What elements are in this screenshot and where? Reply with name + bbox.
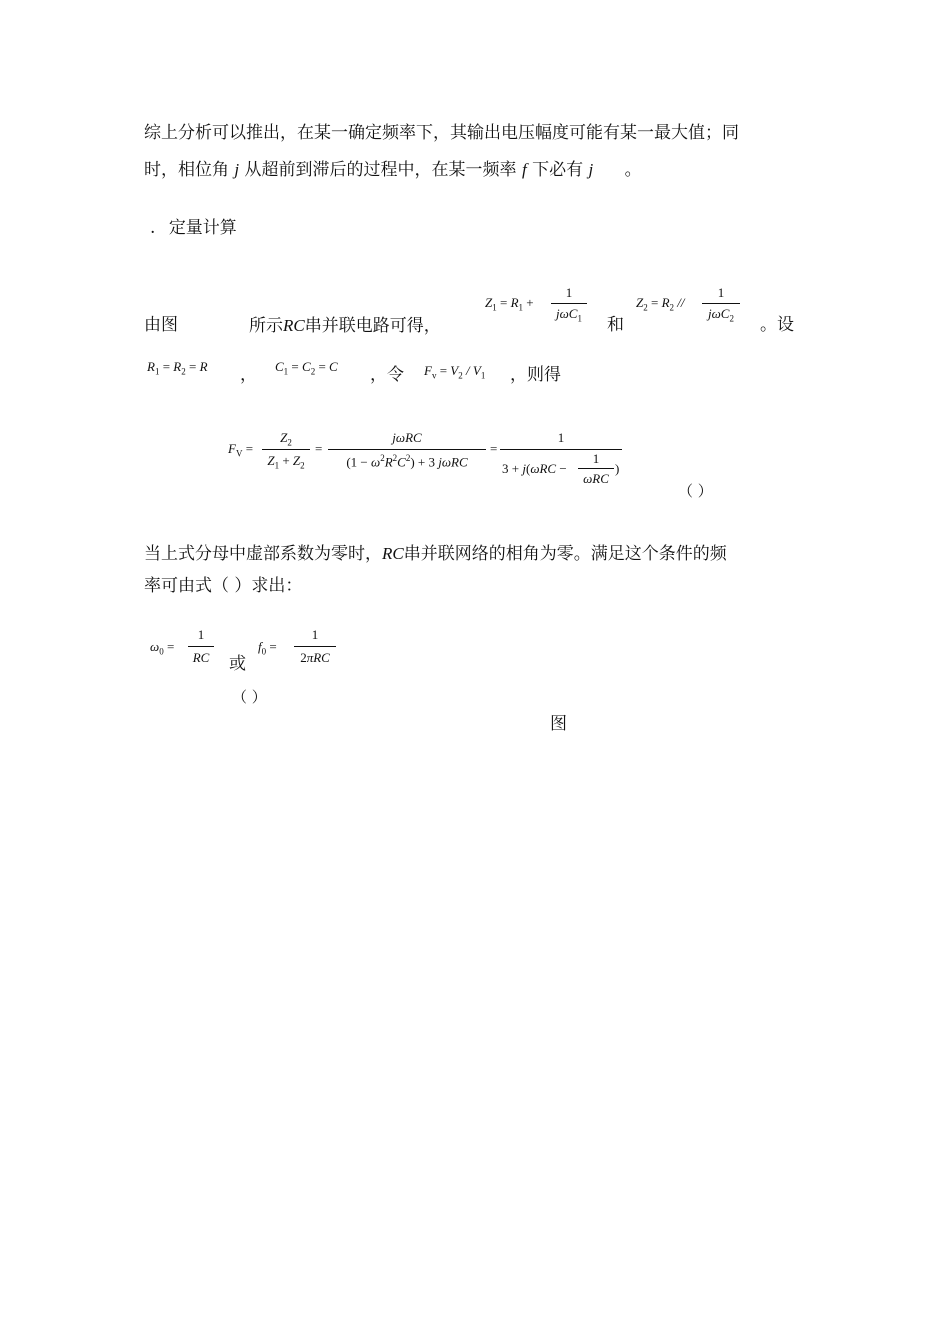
comma: ， (240, 365, 257, 385)
paragraph-line (144, 545, 727, 563)
text-segment: 下必有 (532, 160, 584, 180)
rc-label: RC (283, 316, 305, 335)
paragraph-text: 由图 (144, 315, 178, 335)
conjunction-or: 或 (229, 654, 246, 674)
formula-omega0: $\omega_0$ = 1 RC (150, 626, 220, 670)
text-segment: 串并联网络的相角为零。满足这个条件的频 (403, 544, 727, 564)
text-segment: 串并联电路可得， (304, 316, 441, 336)
figure-label: 图 (550, 714, 567, 734)
variable-phase: j (588, 160, 594, 179)
formula-fv-main: $F_V$ = $Z_2$ $Z_1 + Z_2$ = jωRC $(1 - \omega^2R^2C^2) + 3$ jωRC = 1 3 + j(ωRC − 1 ωRC ) (228, 428, 628, 492)
equation-number: （ ） (678, 482, 713, 500)
rc-label: RC (382, 544, 404, 563)
paragraph-text: ，则得 (510, 365, 561, 385)
formula-z1: $Z_1 = R_1$ + 1 jωC$_1$ (485, 286, 595, 332)
section-number: . (150, 218, 156, 238)
variable-phase: j (234, 160, 240, 179)
text-segment: 从超前到滞后的过程中，在某一频率 (244, 160, 517, 180)
formula-fv-def: $F_v = V_2 / V_1$ (424, 363, 486, 381)
paragraph-line: 率可由式（ ）求出： (144, 576, 303, 596)
conjunction-and: 和 (607, 315, 624, 335)
equation-number: （ ） (232, 688, 267, 706)
formula-f0: $f_0$ = 1 2πRC (258, 626, 342, 670)
section-heading (150, 220, 237, 237)
variable-frequency: f (521, 160, 527, 179)
formula-z2: $Z_2 = R_2$ // 1 jωC$_2$ (636, 286, 756, 332)
text-segment: 时，相位角 (144, 160, 229, 180)
paragraph-line: 综上分析可以推出，在某一确定频率下，其输出电压幅度可能有某一最大值；同 (144, 123, 739, 143)
formula-c1-c2: $C_1 = C_2 = C$ (275, 359, 338, 377)
paragraph-text: ，令 (370, 365, 404, 385)
paragraph-line (144, 161, 642, 179)
text-segment: 。 (624, 160, 642, 180)
section-title: 定量计算 (168, 218, 237, 238)
text-segment: 当上式分母中虚部系数为零时， (144, 544, 382, 564)
paragraph-text: 。设 (760, 315, 794, 335)
text-segment: 所示 (249, 316, 283, 336)
paragraph-text (249, 317, 441, 335)
formula-r1-r2: $R_1 = R_2 = R$ (147, 359, 208, 377)
